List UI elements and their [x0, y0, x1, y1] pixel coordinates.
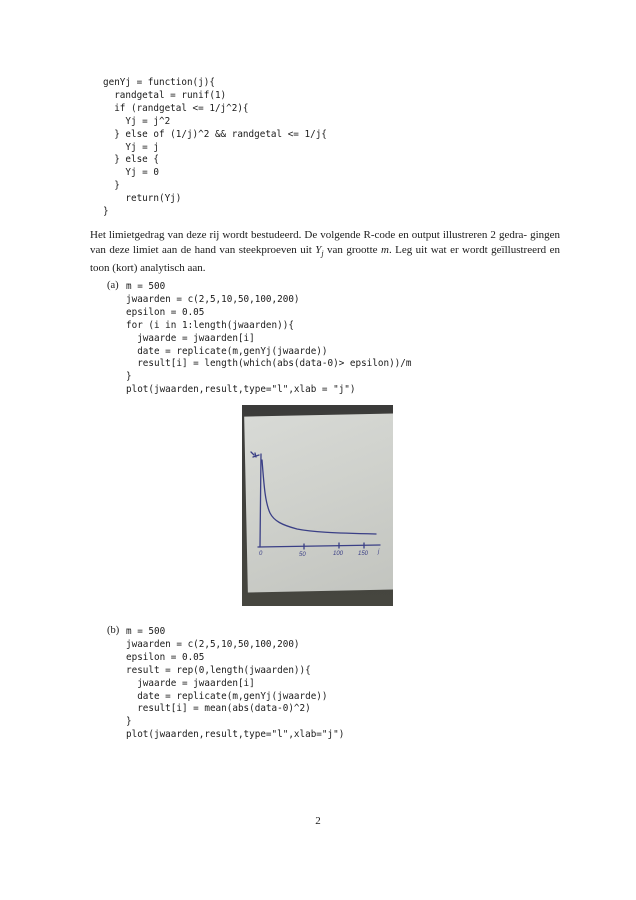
- sketch-drawing: [242, 405, 393, 606]
- paragraph-line-2-start: gingen van deze limiet aan de hand van steekproeven uit: [90, 229, 561, 256]
- decay-curve: [262, 460, 376, 534]
- paragraph-line-1: Het limietgedrag van deze rij wordt bestudeerd. De volgende R-code en output illustreren 2 gedra-: [90, 229, 528, 241]
- code-block-part-b: m = 500 jwaarden = c(2,5,10,50,100,200) epsilon = 0.05 result = rep(0,length(jwaarden)){ jwaarde = jwaarden[i] date = replicate(m,genYj(jwaarde)) result[i] = mean(abs(data-0)^2) } plot(jwaarden,result,type="l",xlab="j"): [126, 626, 345, 741]
- hand-drawn-plot-photo: [242, 405, 393, 606]
- page-number: 2: [315, 815, 321, 827]
- code-block-genyj: genYj = function(j){ randgetal = runif(1) if (randgetal <= 1/j^2){ Yj = j^2 } else of (1/j)^2 && randgetal <= 1/j{ Yj = j } else { Yj = 0 } return(Yj) }: [103, 77, 327, 218]
- tick-label-150: 150: [358, 551, 369, 557]
- axis-label-mark: [251, 452, 259, 457]
- code-block-part-a: m = 500 jwaarden = c(2,5,10,50,100,200) epsilon = 0.05 for (i in 1:length(jwaarden)){ jwaarde = jwaarden[i] date = replicate(m,genYj(jwaarde)) result[i] = length(which(abs(data-0)> epsilon))/m } plot(jwaarden,result,type="l",xlab = "j"): [126, 281, 412, 396]
- variable-y: Y: [315, 243, 322, 256]
- tick-label-j: j: [378, 549, 380, 555]
- tick-label-100: 100: [333, 551, 344, 557]
- tick-label-0: 0: [259, 551, 263, 557]
- part-b-label: (b): [107, 625, 120, 636]
- paragraph-line-3: geïllustreerd en toon (kort) analytisch aan.: [90, 243, 560, 275]
- y-axis-line: [260, 454, 261, 547]
- tick-label-50: 50: [299, 552, 306, 558]
- x-axis-line: [258, 545, 380, 547]
- variable-m: m: [380, 243, 389, 256]
- question-paragraph: [90, 228, 560, 276]
- paragraph-line-2-mid: van grootte: [323, 243, 381, 256]
- part-a-label: (a): [107, 280, 119, 291]
- sketch-ink: [251, 452, 380, 549]
- paragraph-line-2-end: . Leg uit wat er wordt: [388, 243, 488, 256]
- variable-y-subscript: j: [321, 248, 324, 258]
